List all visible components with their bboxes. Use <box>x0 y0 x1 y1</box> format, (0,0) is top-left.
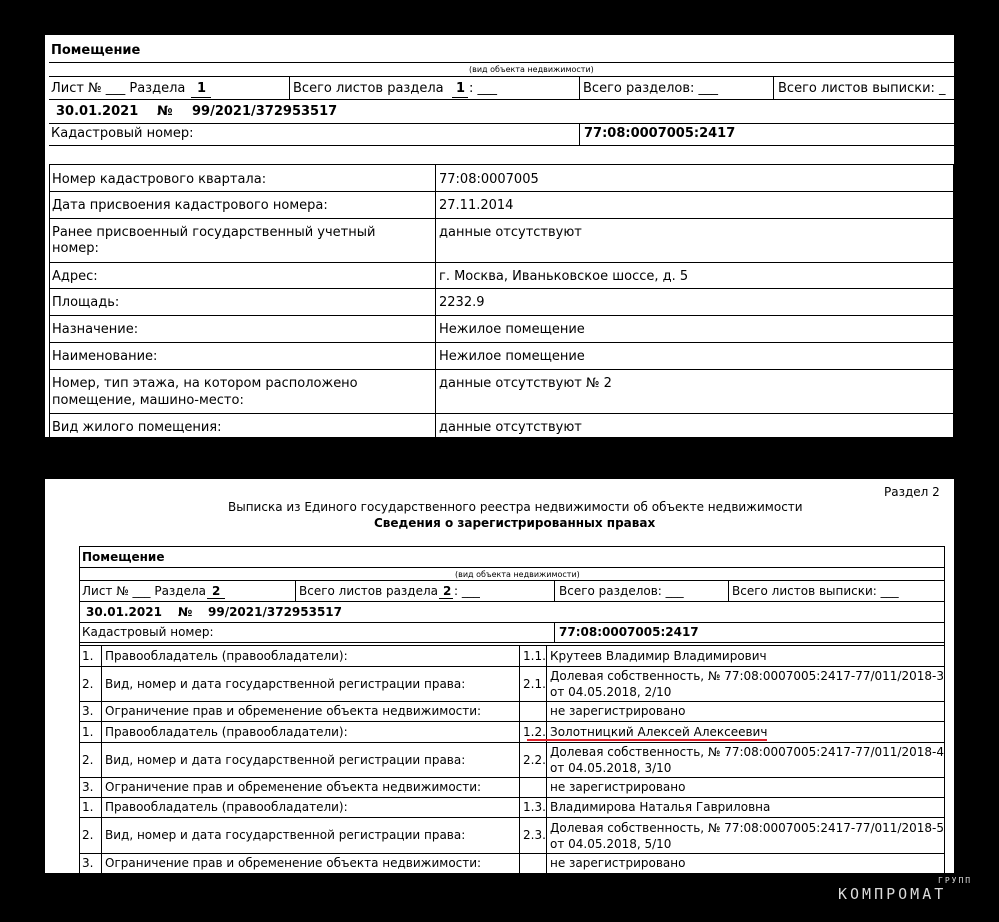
row-label: Дата присвоения кадастрового номера: <box>52 198 328 213</box>
total-sections: Всего разделов: ___ <box>583 81 719 96</box>
total-sheets-label: Всего листов раздела <box>293 81 444 96</box>
right-sub: 1.2. <box>523 725 546 739</box>
row-value: данные отсутствуют <box>439 225 582 240</box>
row-value: Нежилое помещение <box>439 322 585 337</box>
right-holder-highlighted: Золотницкий Алексей Алексеевич <box>550 725 768 739</box>
extract-date: 30.01.2021 <box>86 605 162 619</box>
right-num: 2. <box>82 753 94 767</box>
right-label: Ограничение прав и обременение объекта недвижимости: <box>105 704 482 718</box>
right-encumbrance: не зарегистрировано <box>550 780 686 794</box>
total-extract-sheets: Всего листов выписки: ___ <box>732 584 899 598</box>
document-subtitle: Сведения о зарегистрированных правах <box>374 516 656 530</box>
row-label-line2: помещение, машино-место: <box>52 393 244 408</box>
number-sign: № <box>178 605 193 619</box>
section-tag: Раздел 2 <box>884 485 940 499</box>
right-sub: 1.1. <box>523 649 546 663</box>
right-sub: 2.2. <box>523 753 546 767</box>
row-label: Адрес: <box>52 269 98 284</box>
right-sub: 1.3. <box>523 800 546 814</box>
row-label: Номер, тип этажа, на котором расположено <box>52 376 358 391</box>
row-value: данные отсутствуют <box>439 420 582 435</box>
row-label-line2: номер: <box>52 241 99 256</box>
extract-section-2 <box>45 479 954 873</box>
right-num: 2. <box>82 677 94 691</box>
right-label: Ограничение прав и обременение объекта недвижимости: <box>105 780 482 794</box>
right-holder: Владимирова Наталья Гавриловна <box>550 800 771 814</box>
total-sections: Всего разделов: ___ <box>559 584 684 598</box>
extract-number: 99/2021/372953517 <box>192 104 338 119</box>
sheet-number-label: Лист № ___ Раздела <box>82 584 207 598</box>
number-sign: № <box>157 104 173 119</box>
right-num: 1. <box>82 649 94 663</box>
right-registration: Долевая собственность, № 77:08:0007005:2417-77/011/2018-4 <box>550 745 944 759</box>
right-encumbrance: не зарегистрировано <box>550 704 686 718</box>
right-label: Вид, номер и дата государственной регистрации права: <box>105 828 466 842</box>
object-type-caption: (вид объекта недвижимости) <box>455 570 580 579</box>
cadastral-number: 77:08:0007005:2417 <box>584 126 736 141</box>
row-value: Нежилое помещение <box>439 349 585 364</box>
row-value: данные отсутствуют № 2 <box>439 376 612 391</box>
right-registration-line2: от 04.05.2018, 3/10 <box>550 761 672 775</box>
total-sheets-suffix: : ___ <box>454 584 480 598</box>
right-num: 3. <box>82 704 94 718</box>
row-label: Ранее присвоенный государственный учетный <box>52 225 376 240</box>
watermark-logo: КОМПРОМАТ <box>838 885 947 903</box>
row-label: Назначение: <box>52 322 139 337</box>
watermark-superscript: ГРУПП <box>938 876 973 885</box>
right-label: Правообладатель (правообладатели): <box>105 649 348 663</box>
row-value: г. Москва, Иваньковское шоссе, д. 5 <box>439 269 689 284</box>
right-label: Вид, номер и дата государственной регистрации права: <box>105 677 466 691</box>
right-holder: Крутеев Владимир Владимирович <box>550 649 767 663</box>
row-value: 77:08:0007005 <box>439 172 539 187</box>
section-number: 2 <box>212 584 221 598</box>
red-underline <box>527 739 767 741</box>
section-number: 1 <box>197 81 207 96</box>
row-label: Номер кадастрового квартала: <box>52 172 267 187</box>
row-label: Наименование: <box>52 349 158 364</box>
extract-date: 30.01.2021 <box>56 104 139 119</box>
row-label: Площадь: <box>52 295 120 310</box>
right-num: 3. <box>82 856 94 870</box>
extract-number: 99/2021/372953517 <box>208 605 343 619</box>
right-label: Правообладатель (правообладатели): <box>105 725 348 739</box>
right-registration: Долевая собственность, № 77:08:0007005:2417-77/011/2018-3 <box>550 669 944 683</box>
cadastral-number: 77:08:0007005:2417 <box>559 625 699 639</box>
right-encumbrance: не зарегистрировано <box>550 856 686 870</box>
row-label: Вид жилого помещения: <box>52 420 222 435</box>
total-sheets-value: 2 <box>443 584 452 598</box>
cadastral-label: Кадастровый номер: <box>82 625 214 639</box>
total-sheets-label: Всего листов раздела <box>299 584 439 598</box>
right-num: 2. <box>82 828 94 842</box>
right-label: Ограничение прав и обременение объекта недвижимости: <box>105 856 482 870</box>
right-registration-line2: от 04.05.2018, 5/10 <box>550 837 672 851</box>
object-type-caption: (вид объекта недвижимости) <box>469 65 594 74</box>
total-extract-sheets: Всего листов выписки: _ <box>778 81 946 96</box>
document-title: Выписка из Единого государственного реестра недвижимости об объекте недвижимости <box>228 500 803 514</box>
extract-section-1 <box>45 35 954 437</box>
right-label: Вид, номер и дата государственной регистрации права: <box>105 753 466 767</box>
sheet-number-label: Лист № ___ Раздела <box>51 81 186 96</box>
row-value: 2232.9 <box>439 295 485 310</box>
total-sheets-suffix: : ___ <box>469 81 498 96</box>
cadastral-label: Кадастровый номер: <box>51 126 194 141</box>
right-num: 1. <box>82 800 94 814</box>
object-type: Помещение <box>51 43 141 58</box>
right-label: Правообладатель (правообладатели): <box>105 800 348 814</box>
right-registration-line2: от 04.05.2018, 2/10 <box>550 685 672 699</box>
total-sheets-value: 1 <box>456 81 466 96</box>
right-num: 1. <box>82 725 94 739</box>
row-value: 27.11.2014 <box>439 198 514 213</box>
right-sub: 2.3. <box>523 828 546 842</box>
right-sub: 2.1. <box>523 677 546 691</box>
right-num: 3. <box>82 780 94 794</box>
object-type: Помещение <box>82 550 165 564</box>
right-registration: Долевая собственность, № 77:08:0007005:2417-77/011/2018-5 <box>550 821 944 835</box>
